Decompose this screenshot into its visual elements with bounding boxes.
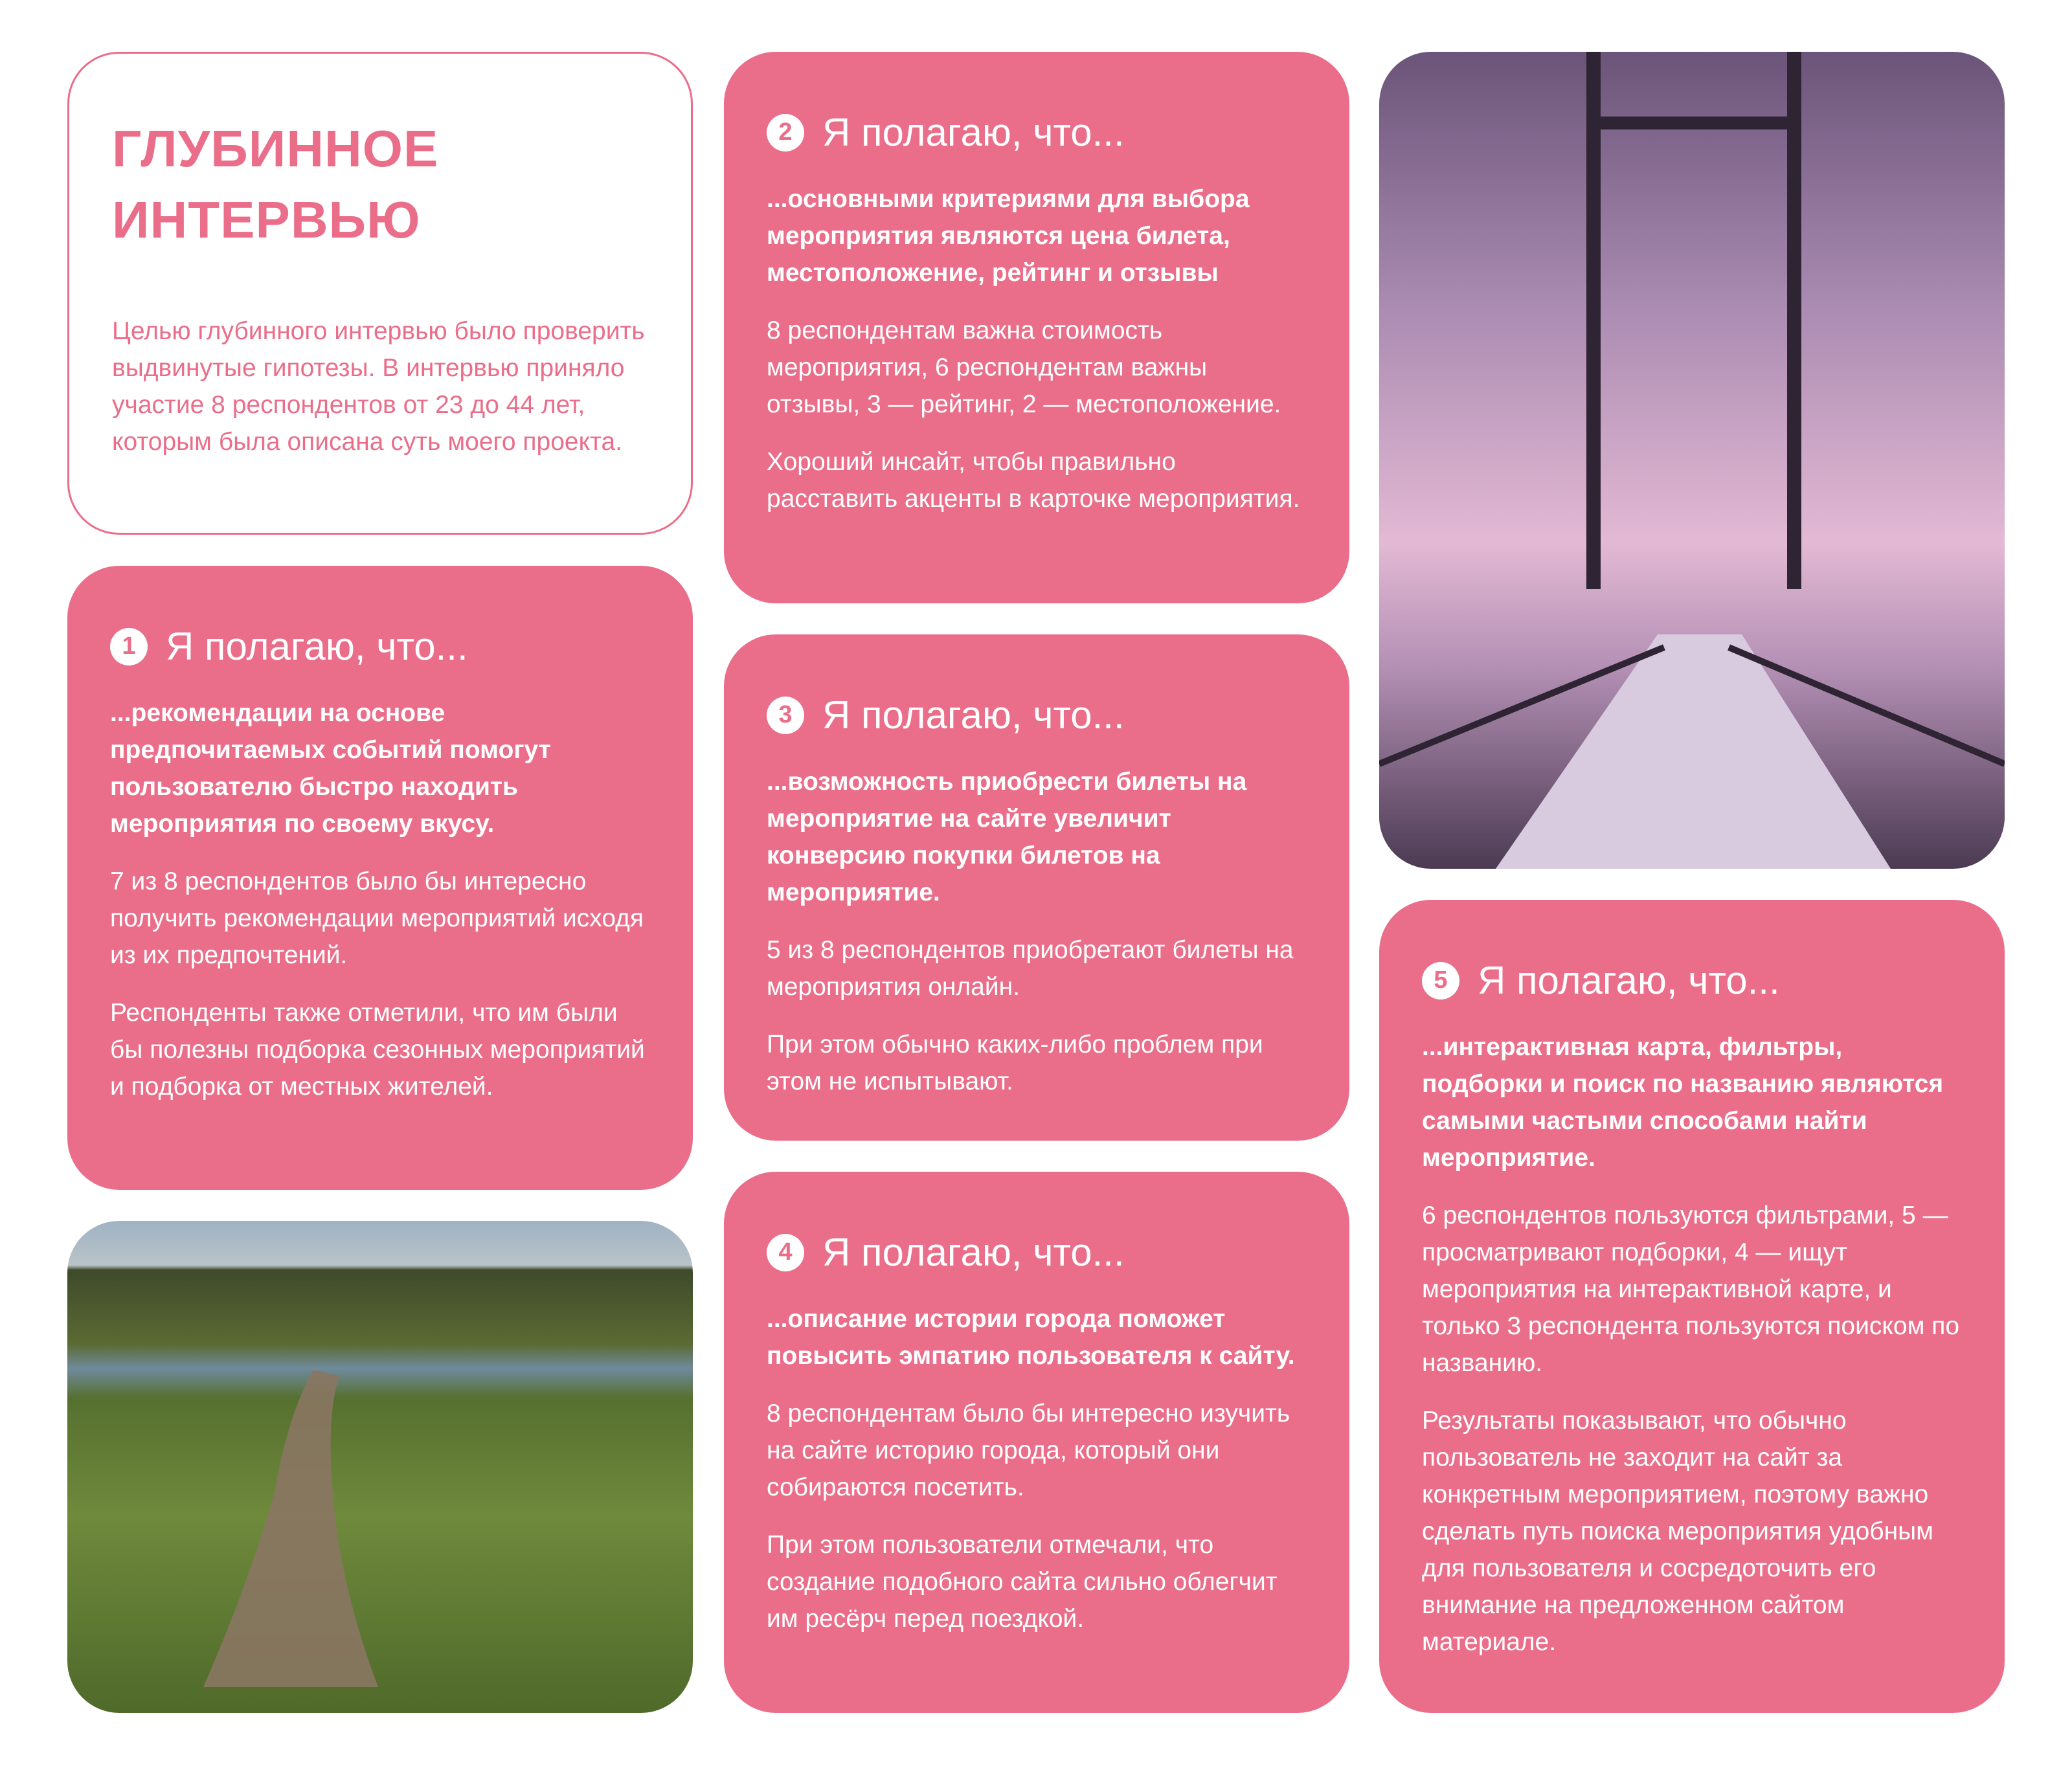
wicker-tower-sculpture: [67, 1221, 693, 1713]
hypothesis-card-4: [724, 1172, 1349, 1713]
page-title: [112, 113, 648, 256]
bridge-photo: [1379, 52, 2005, 869]
bridge-illustration: [1379, 52, 2005, 869]
hypothesis-card-3: [724, 634, 1349, 1141]
insight-text: Хороший инсайт, чтобы правильно расставить акценты в карточке мероприятия.: [767, 448, 1300, 513]
number-badge-icon: 2: [767, 114, 804, 151]
finding-text: 8 респондентам важна стоимость мероприятия, 6 респондентам важны отзывы, 3 — рейтинг, 2 — местоположение.: [767, 317, 1281, 418]
card-heading: [110, 624, 650, 669]
landscape-photo: [67, 1221, 693, 1713]
hypothesis-card-1: [67, 566, 693, 1190]
number-badge-icon: 3: [767, 697, 804, 734]
heading-text: Я полагаю, что...: [822, 111, 1125, 154]
hypothesis-card-2: [724, 52, 1349, 603]
number-badge-icon: 5: [1422, 962, 1459, 1000]
hypothesis-text: ...рекомендации на основе предпочитаемых событий помогут пользователю быстро находить мероприятия по своему вкусу.: [110, 699, 551, 838]
heading-text: Я полагаю, что...: [822, 1231, 1125, 1274]
number-badge-icon: 4: [767, 1234, 804, 1271]
card-heading: [1422, 958, 1962, 1003]
finding-text: 6 респондентов пользуются фильтрами, 5 — просматривают подборки, 4 — ищут мероприятия на интерактивной карте, и только 3 респондента пользуются поиском по названию.: [1422, 1202, 1960, 1377]
card-heading: [767, 1230, 1307, 1275]
intro-text: Целью глубинного интервью было проверить выдвинутые гипотезы. В интервью приняло участие 8 респондентов от 23 до 44 лет, которым была описана суть моего проекта.: [112, 317, 645, 456]
number-badge-icon: 1: [110, 628, 148, 665]
card-heading: [767, 693, 1307, 737]
insight-text: При этом пользователи отмечали, что создание подобного сайта сильно облегчит им ресёрч перед поездкой.: [767, 1531, 1278, 1633]
insight-text: Результаты показывают, что обычно пользователь не заходит на сайт за конкретным мероприятием, поэтому важно сделать путь поиска мероприятия удобным для пользователя и сосредоточить его внимание на предложенном сайтом материале.: [1422, 1407, 1933, 1656]
finding-text: 8 респондентам было бы интересно изучить на сайте историю города, который они собираются посетить.: [767, 1400, 1290, 1501]
heading-text: Я полагаю, что...: [166, 625, 468, 668]
hypothesis-text: ...основными критериями для выбора мероприятия являются цена билета, местоположение, рейтинг и отзывы: [767, 185, 1250, 287]
hypothesis-text: ...интерактивная карта, фильтры, подборки и поиск по названию являются самыми частыми способами найти мероприятие.: [1422, 1033, 1944, 1172]
title-line: ГЛУБИННОЕ: [112, 120, 439, 177]
hypothesis-card-5: [1379, 900, 2005, 1713]
finding-text: 7 из 8 респондентов было бы интересно получить рекомендации мероприятий исходя из их предпочтений.: [110, 867, 644, 969]
intro-card: [67, 52, 693, 535]
insight-text: Респонденты также отметили, что им были бы полезны подборка сезонных мероприятий и подборка от местных жителей.: [110, 999, 645, 1101]
finding-text: 5 из 8 респондентов приобретают билеты на мероприятия онлайн.: [767, 936, 1294, 1001]
card-heading: [767, 110, 1307, 155]
hypothesis-text: ...описание истории города поможет повысить эмпатию пользователя к сайту.: [767, 1305, 1295, 1370]
title-line: ИНТЕРВЬЮ: [112, 191, 421, 249]
heading-text: Я полагаю, что...: [1478, 959, 1780, 1002]
heading-text: Я полагаю, что...: [822, 693, 1125, 737]
insight-text: При этом обычно каких-либо проблем при этом не испытывают.: [767, 1031, 1263, 1095]
hypothesis-text: ...возможность приобрести билеты на мероприятие на сайте увеличит конверсию покупки билетов на мероприятие.: [767, 768, 1247, 906]
